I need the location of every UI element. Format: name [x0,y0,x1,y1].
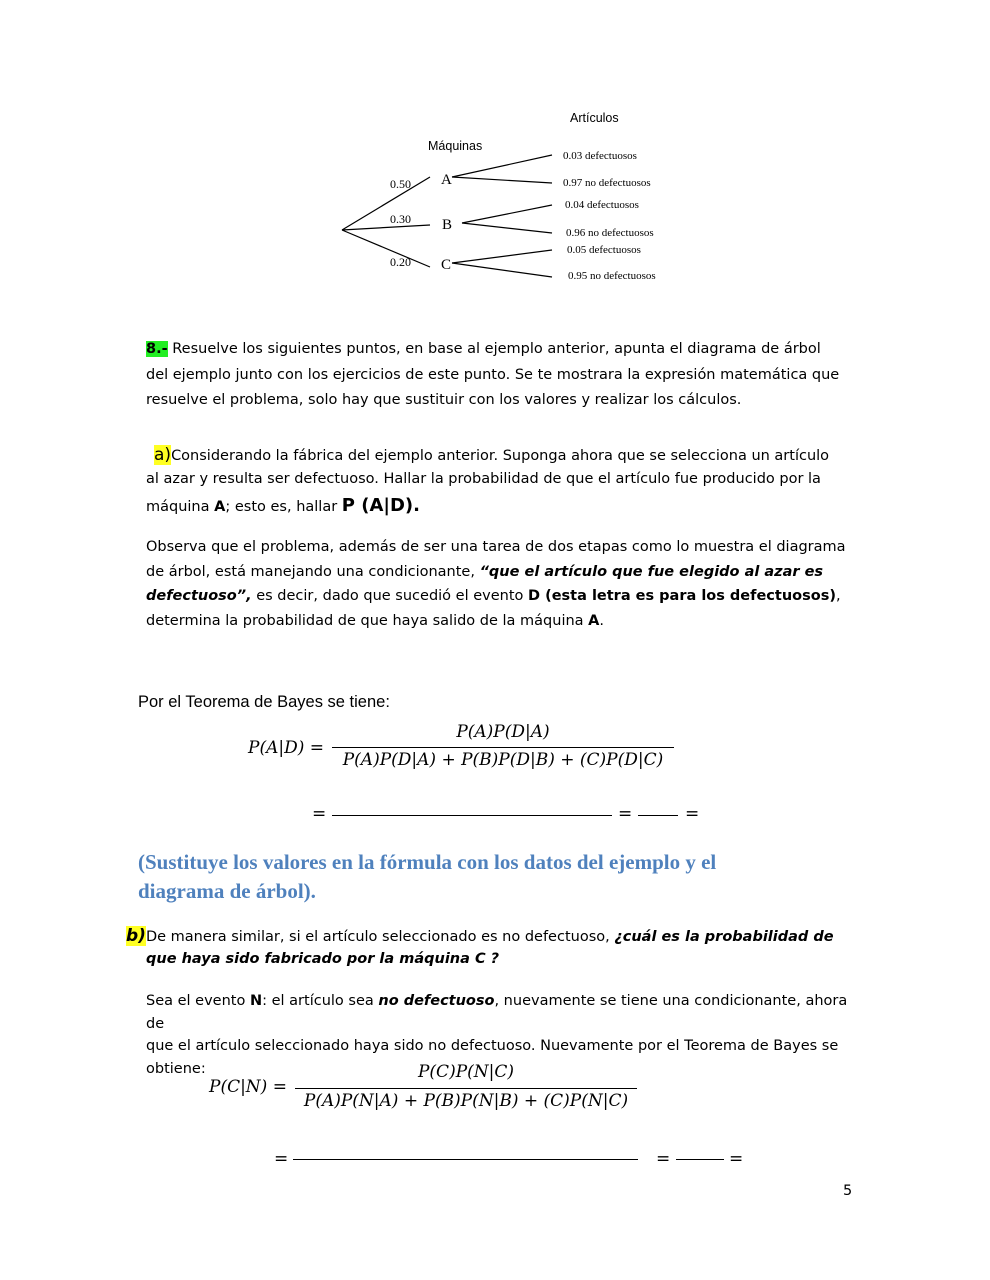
tree-diagram [330,105,690,295]
formula-2-equals-1: = [274,1149,289,1169]
formula-2-blank-result [676,1159,724,1160]
target-probability: P (A|D). [341,495,420,516]
paragraph-8-line2: del ejemplo junto con los ejercicios de este punto. Se te mostrara la expresión matemática que [146,366,840,383]
formula-2-lhs: P(C|N) = [209,1077,287,1097]
formula-2-equals-2: = [656,1149,671,1169]
tree-prob-c: 0.20 [390,255,411,269]
tree-node-b: B [442,217,453,233]
part-b-label: b) [126,926,146,946]
page-number: 5 [843,1183,853,1199]
formula-2-blank-fraction [293,1159,638,1160]
tree-header-maquinas: Máquinas [428,139,483,153]
formula-1-blank-fraction [332,815,612,816]
tree-leaf-c-nodef: 0.95 no defectuosos [568,270,656,282]
tree-node-c: C [441,257,452,273]
tree-header-articulos: Artículos [570,111,619,125]
formula-2-equals-3: = [729,1149,744,1169]
part-a [146,444,866,519]
tree-leaf-a-nodef: 0.97 no defectuosos [563,177,651,189]
formula-1-fraction-bar [332,747,674,748]
formula-1-equals-1: = [312,804,327,824]
tree-leaf-b-def: 0.04 defectuosos [565,199,639,211]
formula-2-numerator: P(C)P(N|C) [417,1062,515,1082]
part-a-line1: a)Considerando la fábrica del ejemplo anterior. Suponga ahora que se selecciona un artículo [154,445,830,465]
paragraph-8 [146,337,866,413]
formula-2-fraction-bar [295,1088,637,1089]
part-a-label: a) [154,445,172,465]
formula-1-blank-result [638,815,678,816]
tree-leaf-b-nodef: 0.96 no defectuosos [566,227,654,239]
formula-1-denominator: P(A)P(D|A) + P(B)P(D|B) + (C)P(D|C) [342,750,664,770]
formula-1-numerator: P(A)P(D|A) [456,722,550,742]
event-n-paragraph: Sea el evento N: el artículo sea no defectuoso, nuevamente se tiene una condicionante, ahora de que el artículo seleccionado haya sido no defectuoso. Nuevamente por el Teorema de Bayes se obtiene: [146,993,848,1077]
formula-1-equals-2: = [618,804,633,824]
tree-prob-a: 0.50 [390,177,411,191]
tree-node-a: A [441,172,452,188]
part-a-line3: máquina A; esto es, hallar P (A|D). [146,495,420,516]
tree-prob-b: 0.30 [390,212,411,226]
substitute-instruction: (Sustituye los valores en la fórmula con los datos del ejemplo y el diagrama de árbol). [138,850,717,903]
formula-2-denominator: P(A)P(N|A) + P(B)P(N|B) + (C)P(N|C) [303,1091,629,1111]
part-b: b)De manera similar, si el artículo seleccionado es no defectuoso, ¿cuál es la probabilidad de que haya sido fabricado por la máquina C ? [126,926,834,967]
bayes-intro: Por el Teorema de Bayes se tiene: [138,693,390,711]
paragraph-8-line3: resuelve el problema, solo hay que sustituir con los valores y realizar los cálculos. [146,392,742,408]
formula-1-lhs: P(A|D) = [248,738,324,758]
formula-1-equals-3: = [685,804,700,824]
paragraph-8-line1: 8.- Resuelve los siguientes puntos, en base al ejemplo anterior, apunta el diagrama de árbol [146,341,821,357]
part-a-line2: al azar y resulta ser defectuoso. Hallar la probabilidad de que el artículo fue producido por la [146,471,821,487]
item-number-8: 8.- [146,341,168,357]
tree-leaf-a-def: 0.03 defectuosos [563,150,637,162]
observation-paragraph: Observa que el problema, además de ser una tarea de dos etapas como lo muestra el diagrama de árbol, está manejando una condicionante, “que el artículo que fue elegido al azar es defectuoso”, es decir, dado que sucedió el evento D (esta letra es para los defectuosos), determina la probabilidad de que haya salido de la máquina A. [146,539,846,629]
tree-leaf-c-def: 0.05 defectuosos [567,244,641,256]
